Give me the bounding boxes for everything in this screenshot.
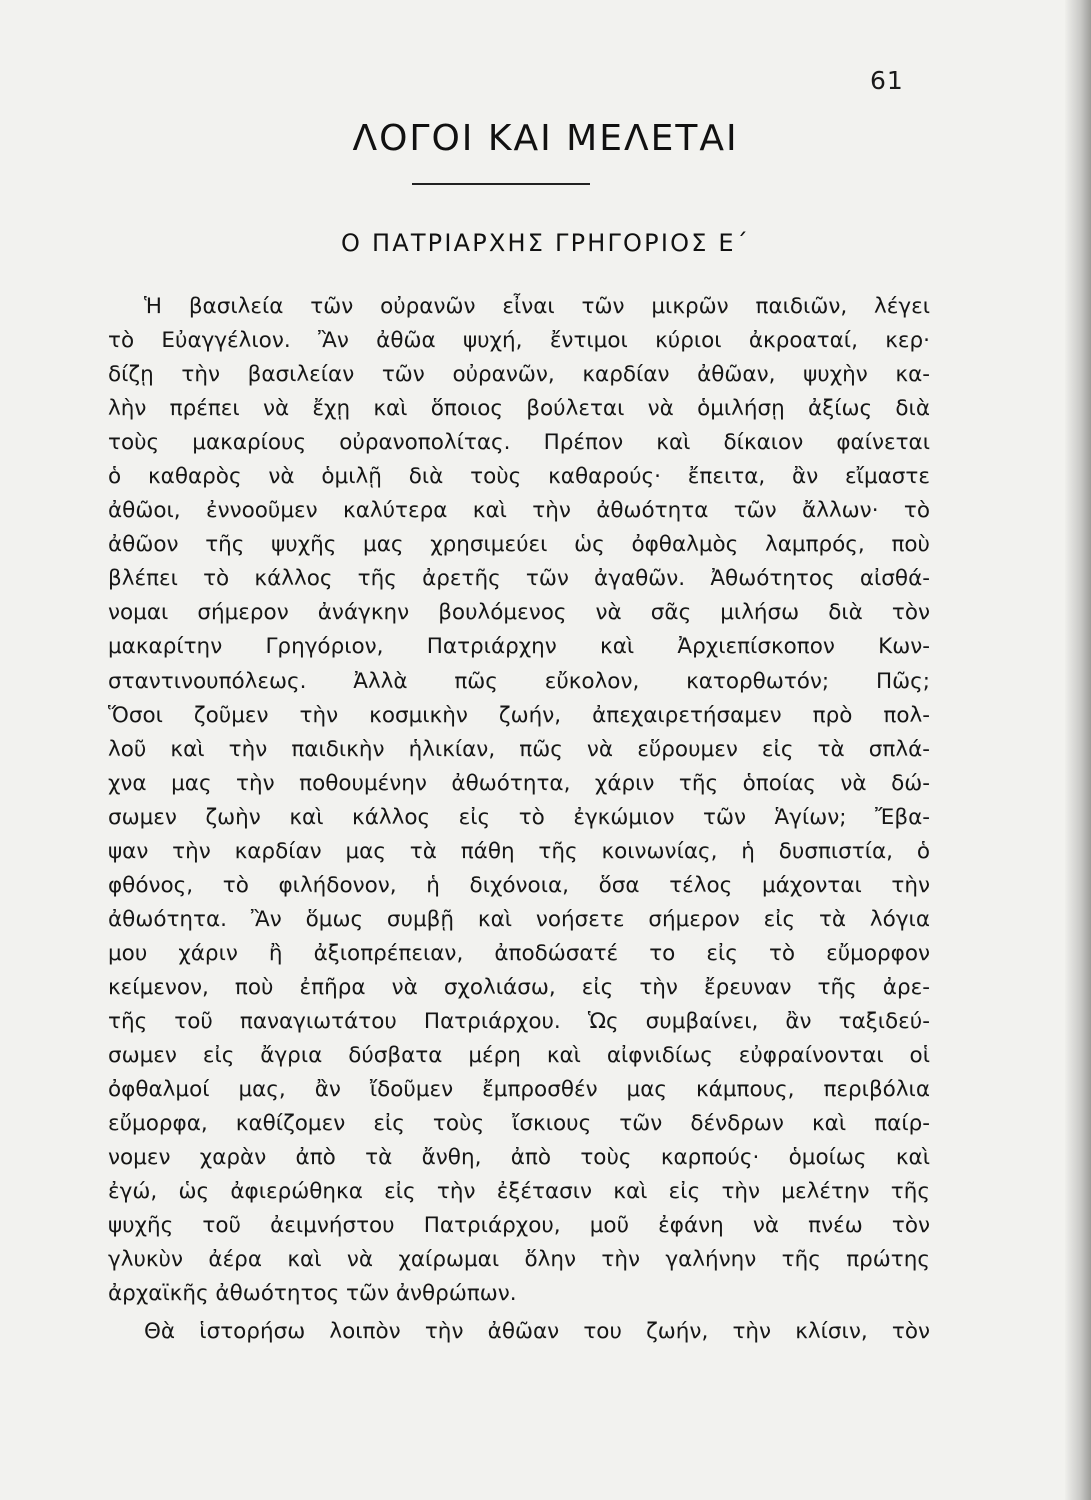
page-number: 61 [870,66,904,95]
text-line: τὸ Εὐαγγέλιον. Ἂν ἀθῶα ψυχή, ἔντιμοι κύριοι ἀκροαταί, κερ· [108,328,930,354]
text-line: Θὰ ἱστορήσω λοιπὸν τὴν ἀθῶαν του ζωήν, τὴν κλίσιν, τὸν [144,1319,930,1345]
paragraph-2 [108,1315,930,1349]
chapter-title: Ο ΠΑΤΡΙΑΡΧΗΣ ΓΡΗΓΟΡΙΟΣ Ε΄ [341,229,750,257]
text-line: σωμεν εἰς ἄγρια δύσβατα μέρη καὶ αἰφνιδίως εὐφραίνονται οἱ [108,1043,930,1069]
text-line: χνα μας τὴν ποθουμένην ἀθωότητα, χάριν τῆς ὁποίας νὰ δώ- [108,770,930,796]
text-line: εὔμορφα, καθίζομεν εἰς τοὺς ἴσκιους τῶν δένδρων καὶ παίρ- [108,1111,930,1137]
text-line: Ἡ βασιλεία τῶν οὐρανῶν εἶναι τῶν μικρῶν παιδιῶν, λέγει [144,294,930,319]
text-line: ἀθωότητα. Ἂν ὅμως συμβῇ καὶ νοήσετε σήμερον εἰς τὰ λόγια [108,906,930,932]
text-line: ὀφθαλμοί μας, ἂν ἴδοῦμεν ἔμπροσθέν μας κάμπους, περιβόλια [108,1077,930,1103]
text-line: ψαν τὴν καρδίαν μας τὰ πάθη τῆς κοινωνίας, ἡ δυσπιστία, ὁ [108,838,930,864]
text-line: ἀθῶον τῆς ψυχῆς μας χρησιμεύει ὡς ὀφθαλμὸς λαμπρός, ποὺ [108,532,930,558]
text-line: νομεν χαρὰν ἀπὸ τὰ ἄνθη, ἀπὸ τοὺς καρπούς· ὁμοίως καὶ [108,1145,930,1171]
heading-rule [412,183,590,185]
section-heading: ΛΟΓΟΙ ΚΑΙ ΜΕΛΕΤΑΙ [352,118,739,159]
paragraph-1 [108,290,930,1311]
text-line: μακαρίτην Γρηγόριον, Πατριάρχην καὶ Ἀρχιεπίσκοπον Κων- [108,634,930,660]
text-line: λοῦ καὶ τὴν παιδικὴν ἡλικίαν, πῶς νὰ εὕρουμεν εἰς τὰ σπλά- [108,736,930,762]
text-line: φθόνος, τὸ φιλήδονον, ἡ διχόνοια, ὅσα τέλος μάχονται τὴν [108,872,930,898]
text-line: μου χάριν ἢ ἀξιοπρέπειαν, ἀποδώσατέ το εἰς τὸ εὔμορφον [108,940,930,966]
text-line: τοὺς μακαρίους οὐρανοπολίτας. Πρέπον καὶ δίκαιον φαίνεται [108,430,930,456]
body-text [108,290,930,1349]
text-line: ψυχῆς τοῦ ἀειμνήστου Πατριάρχου, μοῦ ἐφάνη νὰ πνέω τὸν [108,1213,930,1239]
text-line: νομαι σήμερον ἀνάγκην βουλόμενος νὰ σᾶς μιλήσω διὰ τὸν [108,600,930,626]
text-line: ἐγώ, ὡς ἀφιερώθηκα εἰς τὴν ἐξέτασιν καὶ εἰς τὴν μελέτην τῆς [108,1179,930,1205]
text-line: Ὅσοι ζοῦμεν τὴν κοσμικὴν ζωήν, ἀπεχαιρετήσαμεν πρὸ πολ- [108,702,930,728]
page-edge-shadow [1065,0,1091,1500]
text-line: ἀθῶοι, ἐννοοῦμεν καλύτερα καὶ τὴν ἀθωότητα τῶν ἄλλων· τὸ [108,498,930,524]
text-line: σταντινουπόλεως. Ἀλλὰ πῶς εὔκολον, κατορθωτόν; Πῶς; [108,668,930,694]
text-line: ἀρχαϊκῆς ἀθωότητος τῶν ἀνθρώπων. [108,1281,517,1307]
text-line: δίζῃ τὴν βασιλείαν τῶν οὐρανῶν, καρδίαν ἀθῶαν, ψυχὴν κα- [108,362,930,388]
text-line: βλέπει τὸ κάλλος τῆς ἀρετῆς τῶν ἀγαθῶν. Ἀθωότητος αἰσθά- [108,566,930,592]
text-line: ὁ καθαρὸς νὰ ὁμιλῇ διὰ τοὺς καθαρούς· ἔπειτα, ἂν εἴμαστε [108,464,930,490]
text-line: κείμενον, ποὺ ἐπῆρα νὰ σχολιάσω, εἰς τὴν ἔρευναν τῆς ἀρε- [108,974,930,1000]
text-line: σωμεν ζωὴν καὶ κάλλος εἰς τὸ ἐγκώμιον τῶν Ἁγίων; Ἔβα- [108,804,930,830]
text-line: τῆς τοῦ παναγιωτάτου Πατριάρχου. Ὡς συμβαίνει, ἂν ταξιδεύ- [108,1008,930,1034]
text-line: γλυκὺν ἀέρα καὶ νὰ χαίρωμαι ὅλην τὴν γαλήνην τῆς πρώτης [108,1247,930,1273]
text-line: λὴν πρέπει νὰ ἔχῃ καὶ ὅποιος βούλεται νὰ ὁμιλήσῃ ἀξίως διὰ [108,396,930,422]
